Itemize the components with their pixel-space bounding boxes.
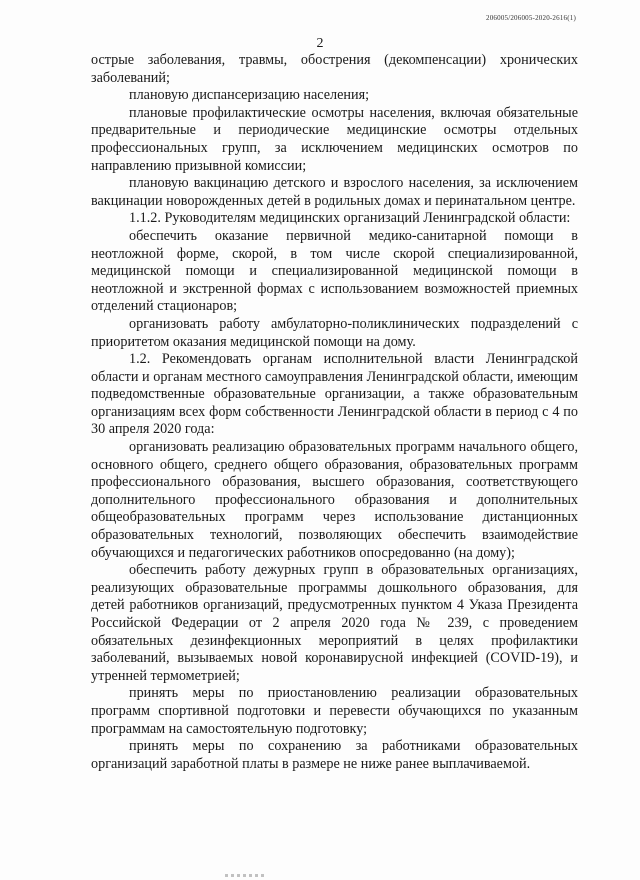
paragraph-sports-training: принять меры по приостановлению реализации образовательных программ спортивной подготовки и перевести обучающихся по указанным программам на самостоятельную подготовку;: [91, 685, 578, 737]
paragraph-remote-education: организовать реализацию образовательных программ начального общего, основного общего, среднего общего образования, образовательных программ профессионального образования, высшего образования, соответствующего дополнительного профессионального образования и дополнительных общеобразовательных программ через использование дистанционных образовательных технологий, позволяющих обеспечить взаимодействие обучающихся и педагогических работников опосредованно (на дому);: [91, 439, 578, 561]
paragraph-dispanserization: плановую диспансеризацию населения;: [129, 87, 370, 104]
paragraph-salary: принять меры по сохранению за работниками образовательных организаций заработной платы в размере не ниже ранее выплачиваемой.: [91, 738, 578, 772]
scan-artifact: [225, 874, 265, 877]
document-body: [91, 52, 578, 773]
paragraph-ensure-care: обеспечить оказание первичной медико-санитарной помощи в неотложной форме, скорой, в том числе скорой специализированной, медицинской помощи и специализированной медицинской помощи в неотложной и экстренной формах с использованием возможностей приемных отделений стационаров;: [91, 227, 578, 315]
paragraph-preventive-exams: плановые профилактические осмотры населения, включая обязательные предварительные и периодические медицинские осмотры отдельных профессиональных групп, за исключением медицинских осмотров по направлению призывной комиссии;: [91, 104, 578, 174]
paragraph-vaccination: плановую вакцинацию детского и взрослого населения, за исключением вакцинации новорожденных детей в родильных домах и перинатальном центре.: [91, 175, 578, 209]
paragraph-1-2: 1.2. Рекомендовать органам исполнительной власти Ленинградской области и органам местного самоуправления Ленинградской области, имеющим подведомственные образовательные организации, а также образовательным организациям всех форм собственности Ленинградской области в период с 4 по 30 апреля 2020 года:: [91, 351, 578, 438]
paragraph-continuation: острые заболевания, травмы, обострения (декомпенсации) хронических заболеваний;: [91, 52, 578, 86]
paragraph-outpatient-work: организовать работу амбулаторно-поликлинических подразделений с приоритетом оказания медицинской помощи на дому.: [91, 315, 578, 350]
page-number: 2: [316, 36, 324, 51]
document-code: 206005/206005-2020-2616(1): [486, 14, 576, 22]
paragraph-1-1-2: 1.1.2. Руководителям медицинских организаций Ленинградской области:: [129, 210, 571, 227]
paragraph-duty-groups: обеспечить работу дежурных групп в образовательных организациях, реализующих образовательные программы дошкольного образования, для детей работников организаций, предусмотренных пунктом 4 Указа Президента Российской Федерации от 2 апреля 2020 года № 239, с проведением обязательных дезинфекционных мероприятий в целях профилактики заболеваний, вызываемых новой коронавирусной инфекцией (COVID-19), и утренней термометрией;: [91, 562, 578, 684]
